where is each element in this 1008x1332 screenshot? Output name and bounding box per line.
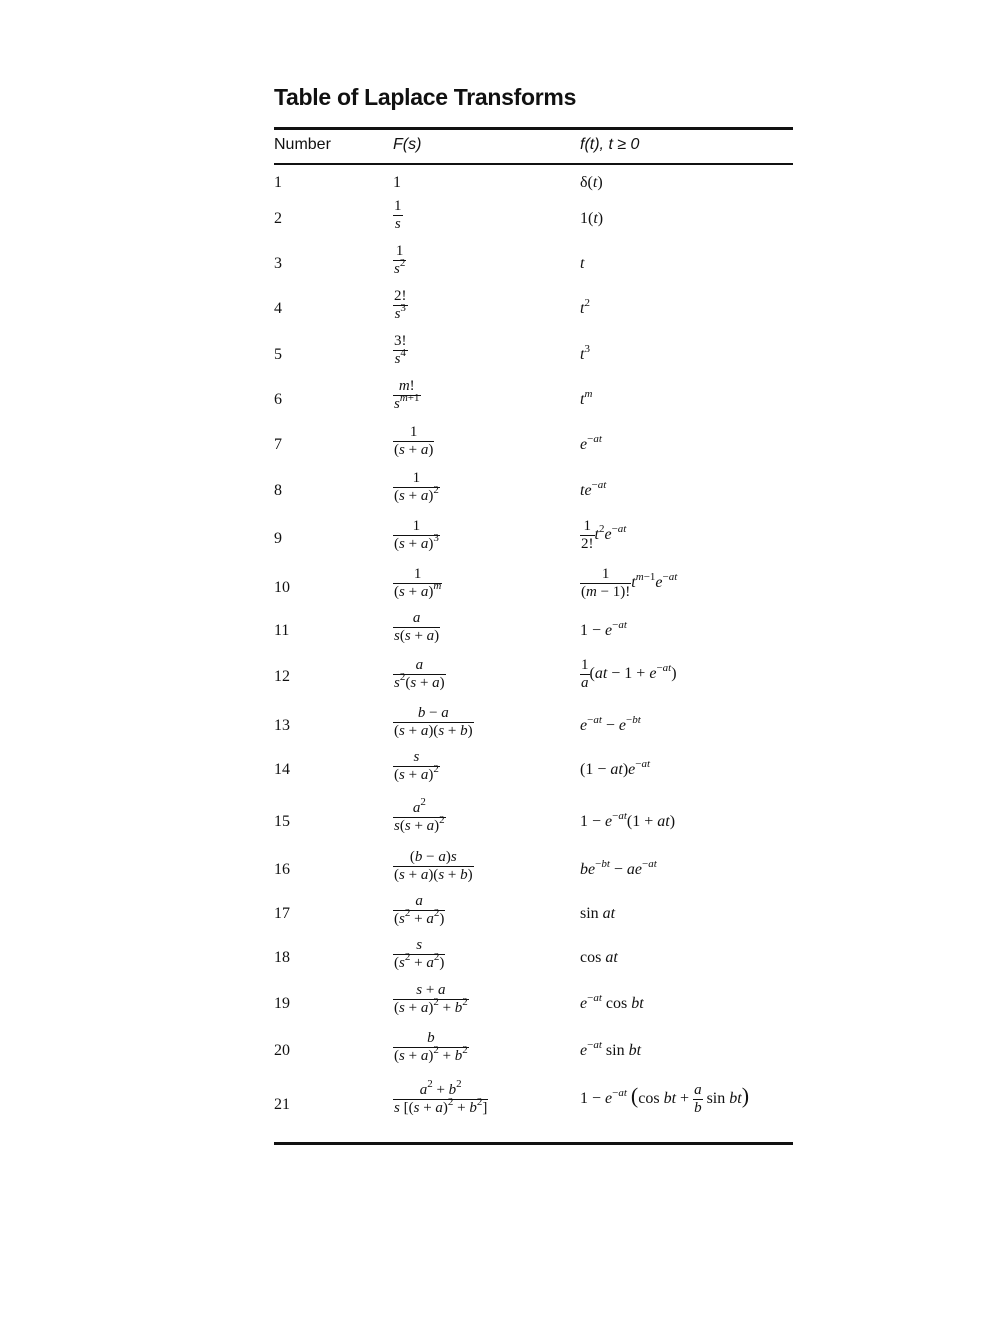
row-number: 1: [274, 174, 282, 191]
Fs-10: $\frac{1}{(s + a)^m}$: [394, 566, 442, 600]
ft-4: $t^2$: [580, 297, 590, 317]
ft-5: $t^3$: [580, 343, 590, 363]
Fs-11: $\frac{a}{s(s + a)}$: [394, 610, 440, 644]
ft-9: $\frac{1}{2!}$ $t^2e^{-at}$: [581, 518, 627, 552]
table-top-rule: [274, 127, 793, 130]
Fs-2: $\frac{1}{s}$: [394, 198, 402, 232]
Fs-18: $\frac{s}{(s^2 + a^2)}$: [394, 937, 445, 971]
row-number: 9: [274, 530, 282, 547]
ft-10: $\frac{1}{(m - 1)!}$ $t^{m-1}e^{-at}$: [581, 566, 678, 600]
ft-12: $\frac{1}{a}$ $(at - 1 + e^{-at})$: [581, 657, 677, 691]
row-number: 8: [274, 482, 282, 499]
row-number: 16: [274, 861, 290, 878]
ft-8: $te^{-at}$: [580, 479, 607, 499]
row-number: 19: [274, 995, 290, 1012]
row-number: 2: [274, 210, 282, 227]
Fs-7: $\frac{1}{(s + a)}$: [394, 424, 434, 458]
header-Fs: F(s): [393, 136, 422, 153]
ft-6: $t^m$: [580, 388, 593, 408]
row-number: 17: [274, 905, 290, 922]
Fs-21: $\frac{a^2 + b^2}{s [(s + a)^2 + b^2]}$: [394, 1078, 488, 1116]
row-number: 18: [274, 949, 290, 966]
row-number: 12: [274, 668, 290, 685]
row-number: 7: [274, 436, 282, 453]
ft-17: sin at: [580, 905, 616, 922]
table-bottom-rule: [274, 1142, 793, 1145]
Fs-13: $\frac{b - a}{(s + a)(s + b)}$: [394, 705, 473, 739]
Fs-9: $\frac{1}{(s + a)^3}$: [394, 518, 439, 552]
ft-13: $e^{-at} - e^{-bt}$: [580, 714, 641, 734]
header-number: Number: [274, 136, 331, 153]
Fs-14: $\frac{s}{(s + a)^2}$: [394, 749, 439, 783]
ft-7: $e^{-at}$: [580, 433, 602, 453]
Fs-17: $\frac{a}{(s^2 + a^2)}$: [394, 893, 445, 927]
row-number: 13: [274, 717, 290, 734]
Fs-20: $\frac{b}{(s + a)^2 + b^2}$: [394, 1030, 468, 1064]
row-number: 3: [274, 255, 282, 272]
row-number: 15: [274, 813, 290, 830]
ft-18: cos at: [580, 949, 618, 966]
row-number: 6: [274, 391, 282, 408]
page-title: Table of Laplace Transforms: [274, 84, 577, 110]
ft-2: 1(t): [580, 210, 604, 227]
Fs-3: $\frac{1}{s^2}$: [394, 243, 406, 277]
header-rule: [274, 163, 793, 165]
Fs-1: 1: [393, 174, 401, 191]
row-number: 10: [274, 579, 290, 596]
ft-16: $be^{-bt} - ae^{-at}$: [580, 858, 657, 878]
Fs-5: $\frac{3!}{s^4}$: [394, 333, 407, 367]
ft-11: $1 - e^{-at}$: [580, 619, 627, 639]
Fs-15: $\frac{a^2}{s(s + a)^2}$: [394, 796, 445, 834]
header-ft: f(t), t ≥ 0: [580, 136, 640, 153]
row-number: 11: [274, 622, 290, 639]
ft-14: $(1 - at)e^{-at}$: [580, 758, 651, 778]
row-number: 14: [274, 761, 290, 778]
row-number: 20: [274, 1042, 290, 1059]
Fs-6: $\frac{m!}{s^{m+1}}$: [394, 378, 420, 412]
Fs-4: $\frac{2!}{s^3}$: [394, 288, 407, 322]
Fs-12: $\frac{a}{s^2(s + a)}$: [394, 657, 445, 691]
ft-1: δ(t): [580, 174, 603, 191]
ft-15: $1 - e^{-at}(1 + at)$: [580, 810, 676, 830]
Fs-16: $\frac{(b - a)s}{(s + a)(s + b)}$: [394, 849, 473, 883]
row-number: 5: [274, 346, 282, 363]
ft-21: $1 - e^{-at}$ (cos bt + $\frac{a}{b}$ sin bt): [580, 1082, 750, 1116]
ft-20: $e^{-at}$ sin bt: [580, 1039, 642, 1059]
ft-19: $e^{-at}$ cos bt: [580, 992, 644, 1012]
ft-3: t: [580, 255, 585, 272]
row-number: 21: [274, 1096, 290, 1113]
Fs-8: $\frac{1}{(s + a)^2}$: [394, 470, 439, 504]
Fs-19: $\frac{s + a}{(s + a)^2 + b^2}$: [394, 982, 468, 1016]
row-number: 4: [274, 300, 282, 317]
